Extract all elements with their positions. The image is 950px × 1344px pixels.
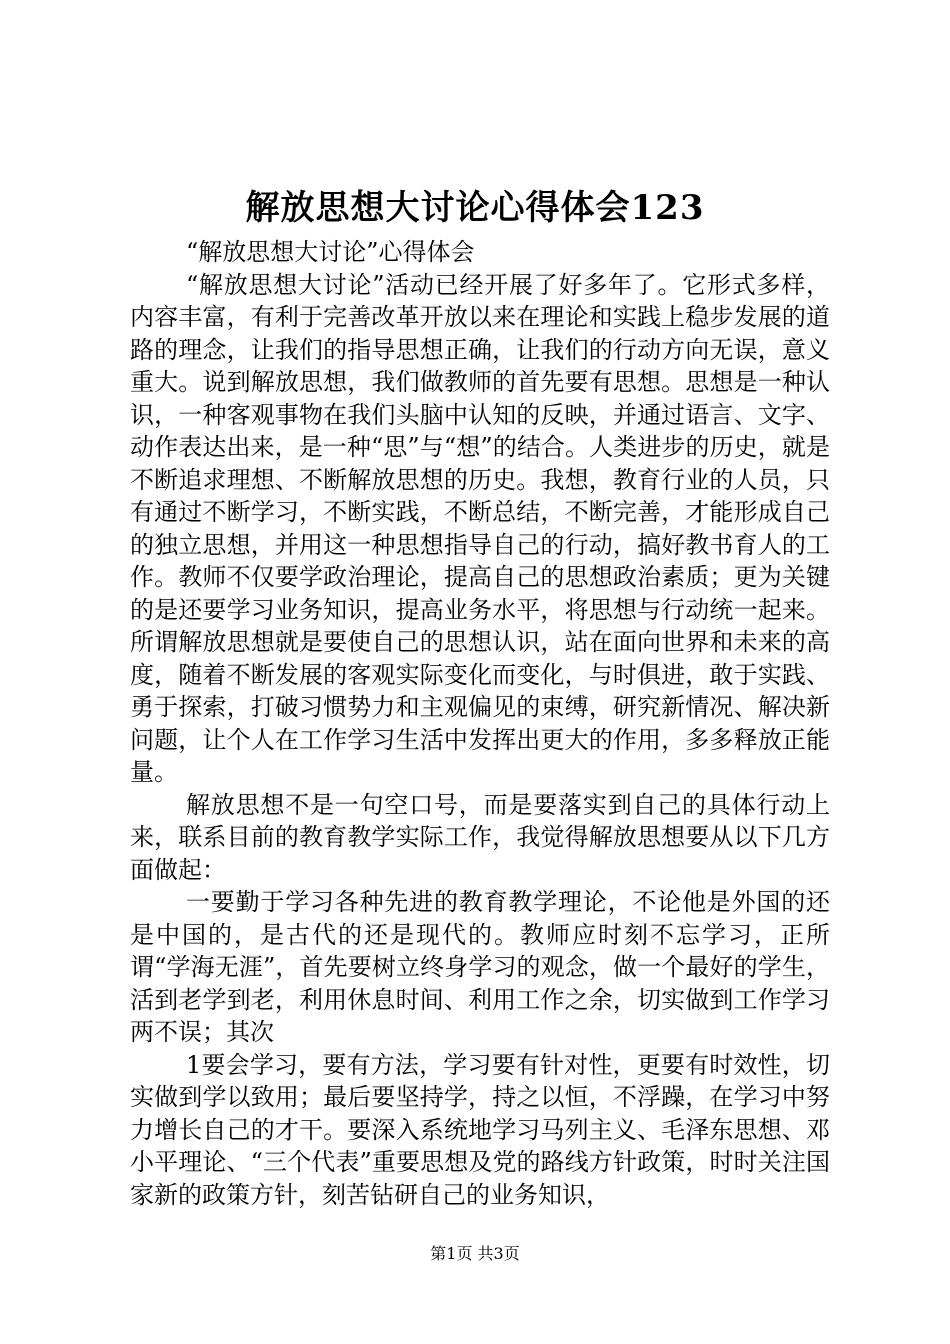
document-title: 解放思想大讨论心得体会123 [245, 188, 705, 228]
body-paragraph: “解放思想大讨论”活动已经开展了好多年了。它形式多样，内容丰富，有利于完善改革开放以来在理论和实践上稳步发展的道路的理念，让我们的指导思想正确，让我们的行动方向无误，意义重大。说到解放思想，我们做教师的首先要有思想。思想是一种认识，一种客观事物在我们头脑中认知的反映，并通过语言、文字、动作表达出来，是一种“思”与“想”的结合。人类进步的历史，就是不断追求理想、不断解放思想的历史。我想，教育行业的人员，只有通过不断学习，不断实践，不断总结，不断完善，才能形成自己的独立思想，并用这一种思想指导自己的行动，搞好教书育人的工作。教师不仅要学政治理论，提高自己的思想政治素质；更为关键的是还要学习业务知识，提高业务水平，将思想与行动统一起来。所谓解放思想就是要使自己的思想认识，站在面向世界和未来的高度，随着不断发展的客观实际变化而变化，与时俱进，敢于实践、勇于探索，打破习惯势力和主观偏见的束缚，研究新情况、解决新问题，让个人在工作学习生活中发挥出更大的作用，多多释放正能量。 [130, 270, 830, 786]
body-paragraph: 1要会学习，要有方法，学习要有针对性，更要有时效性，切实做到学以致用；最后要坚持学，持之以恒，不浮躁，在学习中努力增长自己的才干。要深入系统地学习马列主义、毛泽东思想、邓小平理论、“三个代表”重要思想及党的路线方针政策，时时关注国家新的政策方针，刻苦钻研自己的业务知识， [130, 1050, 830, 1209]
body-paragraph: 一要勤于学习各种先进的教育教学理论，不论他是外国的还是中国的，是古代的还是现代的。教师应时刻不忘学习，正所谓“学海无涯”，首先要树立终身学习的观念，做一个最好的学生，活到老学到老，利用休息时间、利用工作之余，切实做到工作学习两不误；其次 [130, 888, 830, 1046]
subtitle-paragraph: “解放思想大讨论”心得体会 [186, 238, 475, 266]
page-footer: 第1页 共3页 [430, 1244, 520, 1263]
body-paragraph: 解放思想不是一句空口号，而是要落实到自己的具体行动上来，联系目前的教育教学实际工作，我觉得解放思想要从以下几方面做起： [130, 790, 830, 884]
document-body [130, 236, 830, 1211]
